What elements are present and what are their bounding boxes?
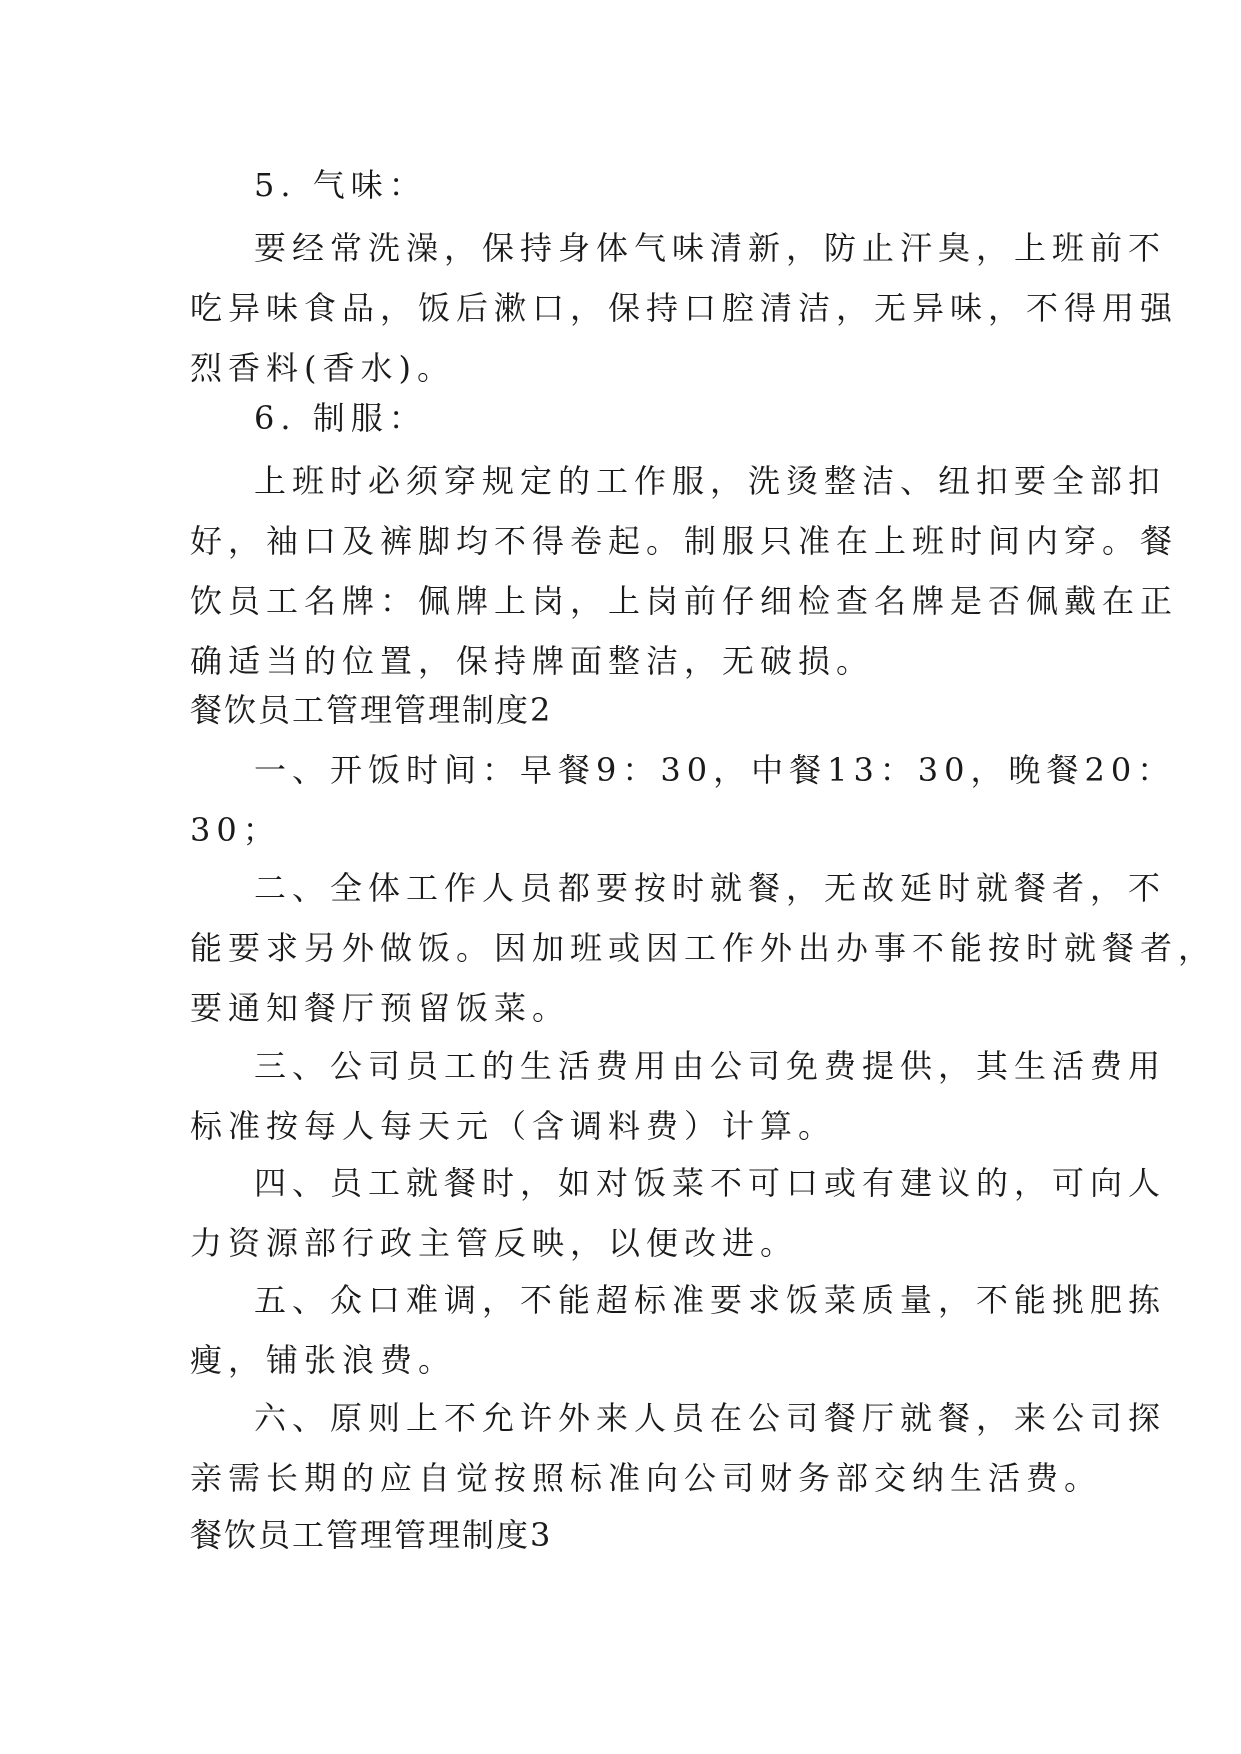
rule-2 [190,858,1217,1038]
rule-3 [190,1036,1167,1156]
rule-1 [190,740,1176,860]
section-5 [190,155,1179,398]
paragraph-line: 要经常洗澡，保持身体气味清新，防止汗臭，上班前不 [254,229,1167,267]
paragraph-line: 烈香料(香水)。 [190,349,455,387]
paragraph-line: 吃异味食品，饭后漱口，保持口腔清洁，无异味，不得用强 [190,289,1179,327]
section-title: 5. 气味： [254,166,427,204]
heading-text: 餐饮员工管理管理制度3 [190,1516,553,1554]
heading-text: 餐饮员工管理管理制度2 [190,691,553,729]
section-title: 6. 制服： [254,399,427,437]
paragraph-line: 瘦，铺张浪费。 [190,1341,457,1379]
paragraph-line: 一、开饭时间：早餐9：30，中餐13：30，晚餐20： [254,751,1176,789]
paragraph-line: 四、员工就餐时，如对饭菜不可口或有建议的，可向人 [254,1164,1167,1202]
paragraph-line: 六、原则上不允许外来人员在公司餐厅就餐，来公司探 [254,1399,1167,1437]
paragraph-line: 力资源部行政主管反映，以便改进。 [190,1224,799,1262]
paragraph-line: 二、全体工作人员都要按时就餐，无故延时就餐者，不 [254,869,1167,907]
paragraph-line: 饮员工名牌：佩牌上岗，上岗前仔细检查名牌是否佩戴在正 [190,582,1179,620]
paragraph-line: 亲需长期的应自觉按照标准向公司财务部交纳生活费。 [190,1459,1103,1497]
paragraph-line: 好，袖口及裤脚均不得卷起。制服只准在上班时间内穿。餐 [190,522,1179,560]
section-heading [190,680,1050,740]
rule-5 [190,1270,1167,1390]
paragraph-line: 30； [190,811,281,849]
paragraph-line: 能要求另外做饭。因加班或因工作外出办事不能按时就餐者， [190,929,1217,967]
paragraph-line: 五、众口难调，不能超标准要求饭菜质量，不能挑肥拣 [254,1281,1167,1319]
paragraph-line: 要通知餐厅预留饭菜。 [190,989,571,1027]
paragraph-line: 确适当的位置，保持牌面整洁，无破损。 [190,642,875,680]
rule-4 [190,1153,1167,1273]
section-6 [190,388,1179,691]
paragraph-line: 上班时必须穿规定的工作服，洗烫整洁、纽扣要全部扣 [254,462,1167,500]
paragraph-line: 三、公司员工的生活费用由公司免费提供，其生活费用 [254,1047,1167,1085]
section-heading [190,1505,1050,1565]
rule-6 [190,1388,1167,1508]
paragraph-line: 标准按每人每天元（含调料费）计算。 [190,1107,837,1145]
